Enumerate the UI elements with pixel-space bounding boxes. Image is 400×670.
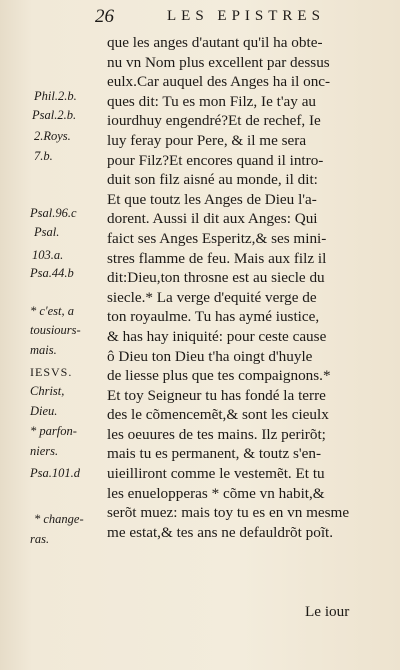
text-line: faict ses Anges Esperitz,& ses mini-	[107, 229, 327, 247]
text-line: les enuelopperas * cõme vn habit,&	[107, 484, 325, 502]
text-line: stres flamme de feu. Mais aux filz il	[107, 249, 327, 267]
catchword: Le iour	[305, 603, 350, 620]
text-line: luy feray pour Pere, & il me sera	[107, 131, 307, 149]
text-line: pour Filz?Et encores quand il intro-	[107, 151, 324, 169]
margin-note: Psal.2.b.	[32, 108, 77, 122]
text-line: Et que toutz les Anges de Dieu l'a-	[107, 190, 317, 208]
text-line: serõt muez: mais toy tu es en vn mesme	[107, 504, 350, 522]
text-line: dorent. Aussi il dit aux Anges: Qui	[107, 210, 318, 228]
margin-note: niers.	[30, 444, 59, 458]
text-line: me estat,& tes ans ne defauldrõt poĩt.	[107, 523, 334, 541]
margin-note: IESVS.	[30, 365, 73, 379]
margin-notes	[0, 0, 110, 670]
margin-note: Phil.2.b.	[34, 89, 77, 103]
text-line: de liesse plus que tes compaignons.*	[107, 367, 331, 385]
page-header	[95, 6, 385, 32]
margin-note: Dieu.	[30, 404, 58, 418]
margin-note: mais.	[30, 343, 57, 357]
running-head: LES EPISTRES	[167, 8, 325, 24]
margin-note: Psa.101.d	[30, 466, 80, 480]
text-line: que les anges d'autant qu'il ha obte-	[107, 34, 323, 51]
margin-note: tousiours-	[30, 323, 81, 337]
text-line: uieilliront comme le vestemẽt. Et tu	[107, 465, 325, 483]
margin-note: Psal.	[34, 225, 60, 239]
text-line: mais tu es permanent, & toutz s'en-	[107, 445, 322, 463]
margin-note: 103.a.	[32, 248, 64, 262]
text-line: ques dit: Tu es mon Filz, Ie t'ay au	[107, 92, 317, 110]
margin-note: ras.	[30, 532, 50, 546]
text-line: eulx.Car auquel des Anges ha il onc-	[107, 73, 331, 91]
text-line: siecle.* La verge d'equité verge de	[107, 288, 317, 306]
text-line: & has hay iniquité: pour ceste cause	[107, 327, 327, 345]
text-line: ô Dieu ton Dieu t'ha oingt d'huyle	[107, 347, 313, 365]
text-line: nu vn Nom plus excellent par dessus	[107, 53, 330, 71]
margin-note: * change-	[34, 512, 84, 526]
margin-note: * parfon-	[30, 424, 77, 438]
margin-note: 7.b.	[34, 149, 53, 163]
margin-note: Psal.96.c	[30, 206, 77, 220]
text-line: des le cõmencemẽt,& sont les cieulx	[107, 406, 329, 424]
margin-note: Christ,	[30, 384, 65, 398]
text-line: Et toy Seigneur tu has fondé la terre	[107, 386, 326, 404]
page-number: 26	[95, 6, 114, 27]
text-line: les oeuures de tes mains. Ilz perirõt;	[107, 425, 326, 443]
text-line: duit son filz aisné au monde, il dit:	[107, 171, 318, 189]
margin-note: Psa.44.b	[30, 266, 74, 280]
text-block	[107, 33, 369, 542]
text-line: iourdhuy engendré?Et de rechef, Ie	[107, 112, 321, 130]
text-line: ton royaulme. Tu has aymé iustice,	[107, 308, 320, 326]
margin-note: 2.Roys.	[34, 129, 71, 143]
text-line: dit:Dieu,ton throsne est au siecle du	[107, 269, 325, 287]
margin-note: * c'est, a	[30, 304, 74, 318]
